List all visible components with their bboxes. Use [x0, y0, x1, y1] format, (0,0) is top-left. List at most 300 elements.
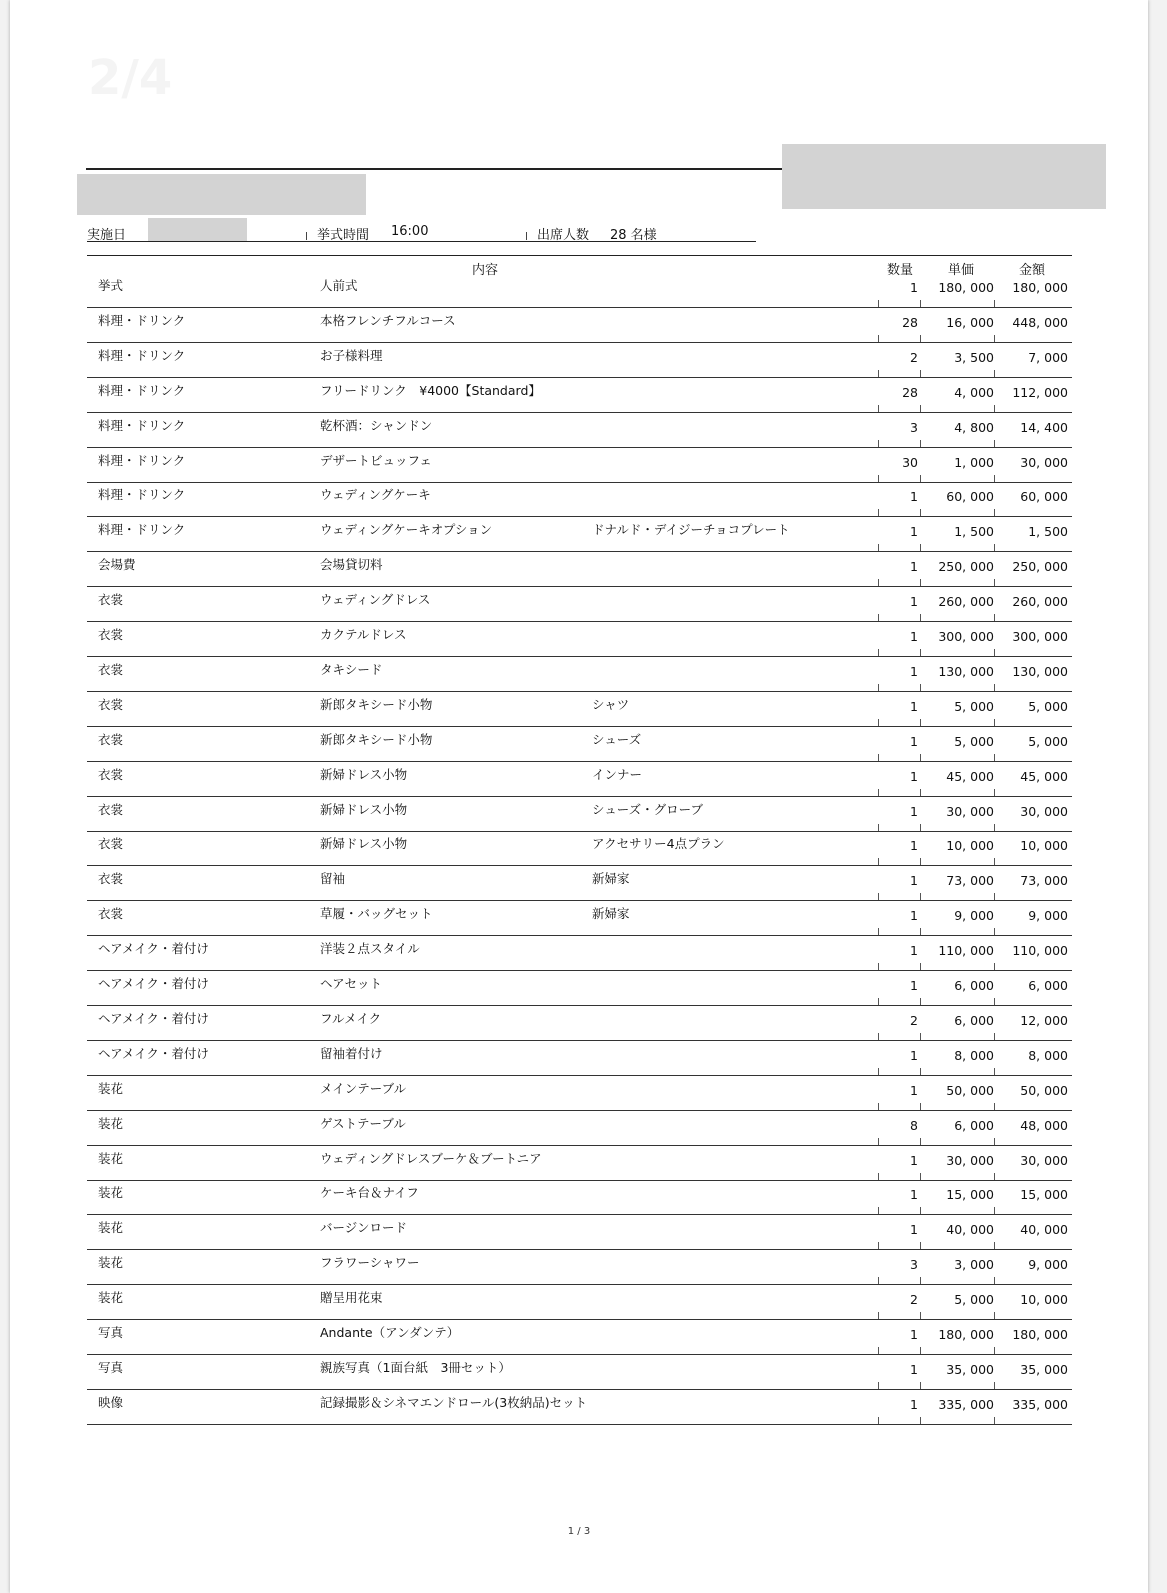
- column-tick: [994, 789, 995, 796]
- row-rule: [87, 935, 1072, 936]
- column-tick: [878, 719, 879, 726]
- row-rule: [87, 342, 1072, 343]
- table-row: [10, 348, 1148, 383]
- table-row: [10, 941, 1148, 976]
- table-row: [10, 1151, 1148, 1186]
- row-category: 装花: [98, 1185, 124, 1201]
- row-item: 乾杯酒：シャンドン: [320, 417, 433, 433]
- row-quantity: 2: [910, 349, 918, 365]
- redacted-block-left: [77, 174, 366, 215]
- row-item: 新婦ドレス小物: [320, 766, 408, 782]
- column-tick: [920, 1103, 921, 1110]
- row-item: メインテーブル: [320, 1080, 407, 1096]
- row-category: 料理・ドリンク: [98, 452, 186, 468]
- row-amount: 9, 000: [1028, 908, 1068, 924]
- row-rule: [87, 516, 1072, 517]
- header-content: 内容: [472, 263, 499, 278]
- row-quantity: 2: [910, 1292, 918, 1308]
- table-row: [10, 976, 1148, 1011]
- column-tick: [878, 928, 879, 935]
- column-tick: [920, 335, 921, 342]
- row-rule: [87, 761, 1072, 762]
- column-tick: [878, 335, 879, 342]
- table-row: [10, 1011, 1148, 1046]
- row-category: 映像: [98, 1394, 124, 1410]
- row-rule: [87, 726, 1072, 727]
- row-rule: [87, 900, 1072, 901]
- row-item: 人前式: [320, 278, 358, 293]
- column-tick: [994, 1382, 995, 1389]
- row-item: ウェディングドレスブーケ＆ブートニア: [320, 1150, 542, 1166]
- row-amount: 73, 000: [1020, 873, 1068, 889]
- row-rule: [87, 1145, 1072, 1146]
- row-amount: 45, 000: [1020, 768, 1068, 784]
- row-item: 新婦ドレス小物: [320, 801, 408, 817]
- row-amount: 14, 400: [1020, 419, 1068, 435]
- row-category: ヘアメイク・着付け: [98, 1045, 209, 1061]
- column-tick: [994, 684, 995, 691]
- row-amount: 180, 000: [1012, 280, 1068, 295]
- row-amount: 35, 000: [1020, 1361, 1068, 1377]
- row-amount: 30, 000: [1020, 454, 1068, 470]
- row-category: 料理・ドリンク: [98, 312, 186, 328]
- column-tick: [994, 1207, 995, 1214]
- column-tick: [878, 754, 879, 761]
- table-row: [10, 313, 1148, 348]
- table-row: [10, 418, 1148, 453]
- column-tick: [920, 1347, 921, 1354]
- table-row: [10, 767, 1148, 802]
- column-tick: [920, 893, 921, 900]
- column-tick: [994, 1103, 995, 1110]
- row-category: 装花: [98, 1115, 124, 1131]
- column-tick: [920, 824, 921, 831]
- column-tick: [920, 789, 921, 796]
- column-tick: [878, 1242, 879, 1249]
- row-unit-price: 15, 000: [946, 1187, 994, 1203]
- table-row: [10, 732, 1148, 767]
- row-amount: 10, 000: [1020, 838, 1068, 854]
- column-tick: [878, 440, 879, 447]
- row-rule: [87, 831, 1072, 832]
- column-tick: [878, 1207, 879, 1214]
- row-quantity: 8: [910, 1117, 918, 1133]
- column-tick: [994, 440, 995, 447]
- column-tick: [994, 1347, 995, 1354]
- row-amount: 6, 000: [1028, 978, 1068, 993]
- column-tick: [920, 370, 921, 377]
- row-quantity: 1: [910, 908, 918, 924]
- row-amount: 260, 000: [1012, 594, 1068, 610]
- row-quantity: 1: [910, 1047, 918, 1063]
- row-rule: [87, 1249, 1072, 1250]
- column-tick: [920, 998, 921, 1005]
- row-unit-price: 40, 000: [946, 1222, 994, 1238]
- column-tick: [920, 1277, 921, 1284]
- column-tick: [878, 475, 879, 482]
- row-rule: [87, 1005, 1072, 1006]
- row-amount: 50, 000: [1020, 1082, 1068, 1098]
- row-rule: [87, 482, 1072, 483]
- row-rule: [87, 1040, 1072, 1041]
- row-quantity: 1: [910, 663, 918, 679]
- row-item: 本格フレンチフルコース: [320, 312, 456, 328]
- column-tick: [878, 1417, 879, 1424]
- row-amount: 9, 000: [1028, 1257, 1068, 1273]
- column-tick: [920, 1138, 921, 1145]
- column-tick: [878, 824, 879, 831]
- row-quantity: 28: [902, 314, 918, 330]
- row-quantity: 1: [910, 803, 918, 819]
- row-unit-price: 5, 000: [954, 1292, 994, 1308]
- row-amount: 180, 000: [1012, 1327, 1068, 1342]
- column-tick: [994, 649, 995, 656]
- row-unit-price: 130, 000: [938, 663, 994, 679]
- redacted-block-right: [782, 144, 1106, 209]
- row-detail: シャツ: [592, 696, 630, 712]
- row-detail: アクセサリー4点プラン: [592, 836, 725, 852]
- row-category: 衣裳: [98, 906, 124, 922]
- row-quantity: 1: [910, 524, 918, 540]
- row-category: 写真: [98, 1359, 124, 1375]
- column-tick: [920, 579, 921, 586]
- row-category: 料理・ドリンク: [98, 382, 186, 398]
- row-category: 料理・ドリンク: [98, 347, 186, 363]
- column-tick: [920, 440, 921, 447]
- row-quantity: 3: [910, 419, 918, 435]
- row-quantity: 1: [910, 489, 918, 505]
- row-rule: [87, 1354, 1072, 1355]
- row-unit-price: 180, 000: [938, 280, 994, 295]
- ceremony-time-value: 16:00: [391, 224, 429, 239]
- ceremony-time-label: 挙式時間: [317, 228, 370, 243]
- row-rule: [87, 1180, 1072, 1181]
- row-quantity: 28: [902, 384, 918, 400]
- row-category: 挙式: [98, 278, 124, 293]
- column-tick: [920, 754, 921, 761]
- column-tick: [878, 893, 879, 900]
- table-row: [10, 1116, 1148, 1151]
- row-item: ウェディングケーキ: [320, 487, 431, 503]
- row-quantity: 1: [910, 1361, 918, 1377]
- row-amount: 60, 000: [1020, 489, 1068, 505]
- faint-page-watermark: 2/4: [88, 50, 173, 106]
- row-amount: 7, 000: [1028, 349, 1068, 365]
- row-rule: [87, 1284, 1072, 1285]
- row-category: 装花: [98, 1290, 124, 1306]
- column-tick: [994, 963, 995, 970]
- column-tick: [920, 649, 921, 656]
- row-category: ヘアメイク・着付け: [98, 976, 209, 991]
- column-tick: [920, 1312, 921, 1319]
- column-tick: [920, 928, 921, 935]
- row-item: 洋装２点スタイル: [320, 941, 420, 957]
- column-tick: [920, 509, 921, 516]
- column-tick: [878, 1347, 879, 1354]
- column-tick: [994, 1277, 995, 1284]
- row-category: 衣裳: [98, 871, 124, 887]
- column-tick: [920, 719, 921, 726]
- row-amount: 110, 000: [1012, 943, 1068, 959]
- column-tick: [920, 1068, 921, 1075]
- row-unit-price: 73, 000: [946, 873, 994, 889]
- column-tick: [920, 475, 921, 482]
- row-amount: 335, 000: [1012, 1396, 1068, 1412]
- attendees-label: 出席人数: [537, 228, 590, 243]
- row-category: 衣裳: [98, 661, 124, 677]
- row-category: 料理・ドリンク: [98, 417, 186, 433]
- row-quantity: 1: [910, 594, 918, 610]
- row-amount: 448, 000: [1012, 314, 1068, 330]
- row-item: ウェディングケーキオプション: [320, 522, 493, 538]
- row-quantity: 1: [910, 978, 918, 993]
- meta-underline: [87, 241, 756, 242]
- row-item: 草履・バッグセット: [320, 906, 433, 922]
- row-unit-price: 300, 000: [938, 629, 994, 644]
- column-tick: [994, 300, 995, 307]
- table-row: [10, 1360, 1148, 1395]
- column-tick: [878, 370, 879, 377]
- row-unit-price: 45, 000: [946, 768, 994, 784]
- table-row: [10, 627, 1148, 662]
- meta-divider: [526, 232, 527, 240]
- column-tick: [994, 719, 995, 726]
- row-rule: [87, 1075, 1072, 1076]
- row-category: 衣裳: [98, 766, 124, 782]
- column-tick: [878, 684, 879, 691]
- row-rule: [87, 691, 1072, 692]
- column-tick: [994, 1242, 995, 1249]
- row-amount: 8, 000: [1028, 1047, 1068, 1063]
- table-row: [10, 592, 1148, 627]
- row-detail: ドナルド・デイジーチョコプレート: [592, 522, 790, 538]
- row-unit-price: 16, 000: [946, 314, 994, 330]
- table-top-rule: [87, 255, 1072, 256]
- row-item: お子様料理: [320, 347, 383, 363]
- column-tick: [994, 579, 995, 586]
- row-rule: [87, 1214, 1072, 1215]
- row-item: ヘアセット: [320, 976, 383, 991]
- table-row: [10, 1395, 1148, 1430]
- row-rule: [87, 970, 1072, 971]
- row-quantity: 1: [910, 698, 918, 714]
- table-row: [10, 557, 1148, 592]
- row-unit-price: 180, 000: [938, 1327, 994, 1342]
- column-tick: [878, 1138, 879, 1145]
- row-unit-price: 5, 000: [954, 698, 994, 714]
- row-unit-price: 30, 000: [946, 1152, 994, 1168]
- row-quantity: 1: [910, 733, 918, 749]
- row-amount: 40, 000: [1020, 1222, 1068, 1238]
- table-row: [10, 383, 1148, 418]
- column-tick: [878, 1277, 879, 1284]
- column-tick: [994, 405, 995, 412]
- row-category: 写真: [98, 1325, 124, 1340]
- table-row: [10, 906, 1148, 941]
- column-tick: [994, 928, 995, 935]
- column-tick: [994, 858, 995, 865]
- row-category: ヘアメイク・着付け: [98, 941, 209, 957]
- table-row: [10, 802, 1148, 837]
- row-unit-price: 4, 800: [954, 419, 994, 435]
- row-unit-price: 3, 500: [954, 349, 994, 365]
- table-row: [10, 278, 1148, 313]
- column-tick: [994, 1417, 995, 1424]
- row-rule: [87, 377, 1072, 378]
- row-amount: 48, 000: [1020, 1117, 1068, 1133]
- column-tick: [920, 1242, 921, 1249]
- row-category: 装花: [98, 1150, 124, 1166]
- row-category: 装花: [98, 1220, 124, 1236]
- attendees-value: 28 名様: [610, 228, 657, 243]
- row-rule: [87, 865, 1072, 866]
- row-rule: [87, 656, 1072, 657]
- column-tick: [994, 754, 995, 761]
- column-tick: [994, 544, 995, 551]
- row-rule: [87, 1319, 1072, 1320]
- column-tick: [920, 614, 921, 621]
- row-item: デザートビュッフェ: [320, 452, 432, 468]
- column-tick: [878, 1312, 879, 1319]
- row-item: 会場貸切料: [320, 557, 383, 573]
- column-tick: [994, 1068, 995, 1075]
- row-amount: 5, 000: [1028, 733, 1068, 749]
- row-quantity: 1: [910, 629, 918, 644]
- row-detail: 新婦家: [592, 906, 630, 922]
- row-item: 留袖着付け: [320, 1045, 383, 1061]
- row-unit-price: 9, 000: [954, 908, 994, 924]
- row-category: 衣裳: [98, 801, 124, 817]
- row-amount: 130, 000: [1012, 663, 1068, 679]
- row-category: 衣裳: [98, 592, 124, 608]
- column-tick: [878, 405, 879, 412]
- table-row: [10, 1081, 1148, 1116]
- row-quantity: 1: [910, 943, 918, 959]
- column-tick: [878, 614, 879, 621]
- row-rule: [87, 412, 1072, 413]
- column-tick: [878, 579, 879, 586]
- row-rule: [87, 307, 1072, 308]
- column-tick: [920, 300, 921, 307]
- row-unit-price: 6, 000: [954, 978, 994, 993]
- row-unit-price: 335, 000: [938, 1396, 994, 1412]
- row-category: 衣裳: [98, 696, 124, 712]
- row-category: 衣裳: [98, 836, 124, 852]
- table-row: [10, 487, 1148, 522]
- column-tick: [878, 1103, 879, 1110]
- header-quantity: 数量: [887, 263, 914, 278]
- row-detail: インナー: [592, 766, 643, 782]
- table-row: [10, 1255, 1148, 1290]
- table-row: [10, 662, 1148, 697]
- row-unit-price: 1, 000: [954, 454, 994, 470]
- row-quantity: 30: [902, 454, 918, 470]
- row-item: フラワーシャワー: [320, 1255, 420, 1271]
- row-unit-price: 35, 000: [946, 1361, 994, 1377]
- row-detail: シューズ・グローブ: [592, 801, 704, 817]
- row-quantity: 1: [910, 1222, 918, 1238]
- meta-divider: [306, 232, 307, 240]
- row-quantity: 1: [910, 838, 918, 854]
- row-amount: 30, 000: [1020, 1152, 1068, 1168]
- row-rule: [87, 621, 1072, 622]
- row-quantity: 1: [910, 1396, 918, 1412]
- row-unit-price: 110, 000: [938, 943, 994, 959]
- table-row: [10, 1220, 1148, 1255]
- column-tick: [994, 509, 995, 516]
- column-tick: [878, 789, 879, 796]
- column-tick: [994, 1033, 995, 1040]
- row-item: Andante（アンダンテ）: [320, 1325, 460, 1340]
- row-item: カクテルドレス: [320, 627, 407, 642]
- row-category: 装花: [98, 1080, 124, 1096]
- row-item: バージンロード: [320, 1220, 407, 1236]
- row-item: フルメイク: [320, 1010, 382, 1026]
- column-tick: [994, 614, 995, 621]
- row-rule: [87, 1424, 1072, 1425]
- row-item: ゲストテーブル: [320, 1115, 406, 1131]
- row-category: 料理・ドリンク: [98, 487, 186, 503]
- column-tick: [920, 684, 921, 691]
- row-unit-price: 8, 000: [954, 1047, 994, 1063]
- column-tick: [920, 405, 921, 412]
- column-tick: [878, 963, 879, 970]
- table-row: [10, 1185, 1148, 1220]
- row-quantity: 1: [910, 559, 918, 575]
- row-quantity: 1: [910, 873, 918, 889]
- header-amount: 金額: [1019, 263, 1046, 278]
- column-tick: [878, 649, 879, 656]
- column-tick: [878, 858, 879, 865]
- column-tick: [878, 1382, 879, 1389]
- row-unit-price: 260, 000: [938, 594, 994, 610]
- row-amount: 300, 000: [1012, 629, 1068, 644]
- column-tick: [878, 1068, 879, 1075]
- row-category: 料理・ドリンク: [98, 522, 186, 538]
- row-rule: [87, 796, 1072, 797]
- row-rule: [87, 1110, 1072, 1111]
- column-tick: [878, 509, 879, 516]
- row-quantity: 1: [910, 1187, 918, 1203]
- row-quantity: 1: [910, 280, 918, 295]
- header-rule: [86, 168, 786, 170]
- column-tick: [920, 1207, 921, 1214]
- row-item: 記録撮影＆シネマエンドロール(3枚納品)セット: [320, 1394, 588, 1410]
- row-amount: 30, 000: [1020, 803, 1068, 819]
- row-item: 新郎タキシード小物: [320, 696, 433, 712]
- date-label: 実施日: [87, 228, 127, 243]
- row-unit-price: 30, 000: [946, 803, 994, 819]
- column-tick: [920, 1417, 921, 1424]
- row-amount: 1, 500: [1028, 524, 1068, 540]
- row-quantity: 1: [910, 1327, 918, 1342]
- page-number: 1 / 3: [567, 1526, 591, 1537]
- column-tick: [878, 1173, 879, 1180]
- column-tick: [878, 544, 879, 551]
- table-row: [10, 697, 1148, 732]
- row-category: 会場費: [98, 557, 136, 573]
- row-quantity: 3: [910, 1257, 918, 1273]
- column-tick: [920, 544, 921, 551]
- row-rule: [87, 1389, 1072, 1390]
- table-row: [10, 1325, 1148, 1360]
- column-tick: [994, 1138, 995, 1145]
- row-detail: 新婦家: [592, 871, 630, 887]
- column-tick: [994, 893, 995, 900]
- row-item: フリードリンク ¥4000【Standard】: [320, 382, 541, 398]
- column-tick: [994, 475, 995, 482]
- row-item: タキシード: [320, 661, 383, 677]
